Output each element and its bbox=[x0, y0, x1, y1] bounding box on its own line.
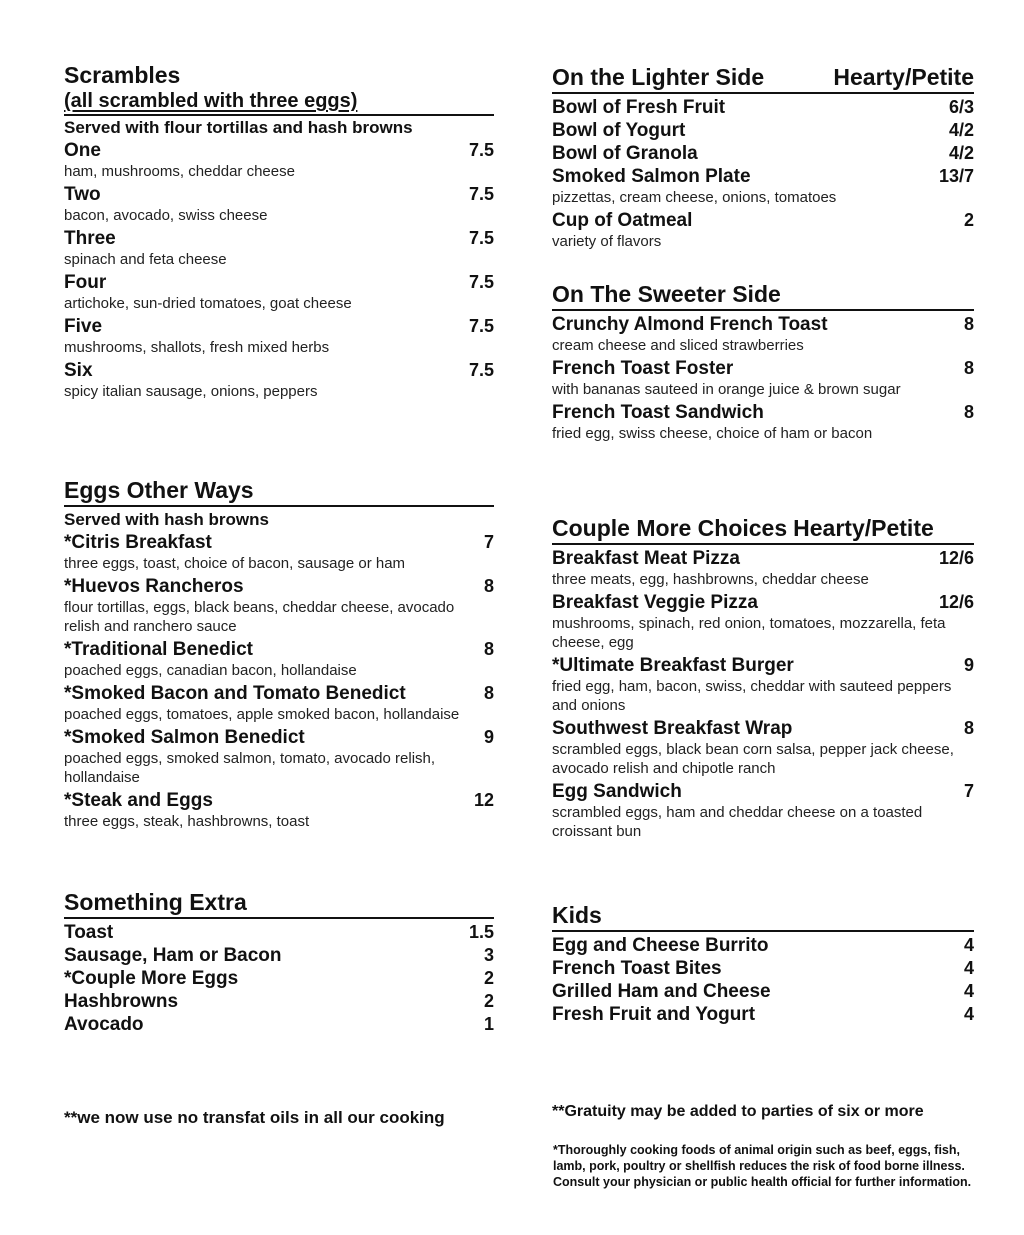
menu-item-price: 4 bbox=[963, 981, 974, 1001]
menu-item-price: 8 bbox=[483, 639, 494, 659]
menu-item bbox=[552, 357, 974, 380]
menu-item bbox=[64, 575, 494, 598]
menu-item-price: 12 bbox=[473, 790, 494, 810]
menu-item bbox=[64, 531, 494, 554]
menu-item-description: poached eggs, canadian bacon, hollandaise bbox=[64, 662, 357, 679]
menu-item-price: 3 bbox=[483, 945, 494, 965]
menu-item-price: 7.5 bbox=[468, 184, 494, 204]
menu-item-description: fried egg, swiss cheese, choice of ham or bacon bbox=[552, 425, 873, 442]
menu-item-name: *Citris Breakfast bbox=[64, 532, 212, 553]
menu-list bbox=[552, 934, 974, 1026]
menu-list bbox=[64, 921, 494, 1036]
menu-item-price: 9 bbox=[483, 727, 494, 747]
menu-item-description: three eggs, toast, choice of bacon, sausage or ham bbox=[64, 555, 406, 572]
menu-item bbox=[64, 638, 494, 661]
menu-item bbox=[552, 717, 974, 740]
menu-item-description: spicy italian sausage, onions, peppers bbox=[64, 383, 318, 400]
menu-item-price: 8 bbox=[963, 718, 974, 738]
menu-item-name: Sausage, Ham or Bacon bbox=[64, 945, 282, 966]
menu-item-price: 4 bbox=[963, 1004, 974, 1024]
menu-item-price: 6/3 bbox=[948, 97, 974, 117]
menu-item-price: 7 bbox=[963, 781, 974, 801]
menu-item bbox=[64, 944, 494, 967]
section-header bbox=[64, 889, 494, 919]
menu-item bbox=[64, 682, 494, 705]
section-lighter-side bbox=[552, 64, 974, 253]
menu-item bbox=[64, 271, 494, 294]
menu-item-name: Bowl of Yogurt bbox=[552, 120, 686, 141]
section-header bbox=[64, 477, 494, 507]
menu-item bbox=[64, 967, 494, 990]
menu-item-name: Toast bbox=[64, 922, 114, 943]
menu-item-name: *Steak and Eggs bbox=[64, 790, 213, 811]
menu-item-name: French Toast Foster bbox=[552, 358, 734, 379]
menu-item-price: 2 bbox=[483, 968, 494, 988]
menu-item-name: Avocado bbox=[64, 1014, 144, 1035]
menu-item-name: One bbox=[64, 140, 101, 161]
menu-item-price: 8 bbox=[483, 683, 494, 703]
section-kids bbox=[552, 902, 974, 1026]
menu-item bbox=[64, 726, 494, 749]
menu-item-price: 12/6 bbox=[938, 592, 974, 612]
section-header bbox=[552, 64, 974, 94]
section-couple-more-choices bbox=[552, 515, 974, 843]
menu-item-price: 4/2 bbox=[948, 143, 974, 163]
menu-item-price: 2 bbox=[483, 991, 494, 1011]
menu-item bbox=[64, 789, 494, 812]
menu-item bbox=[552, 165, 974, 188]
menu-item-price: 8 bbox=[963, 314, 974, 334]
size-label: Hearty/Petite bbox=[793, 515, 934, 541]
section-title: Eggs Other Ways bbox=[64, 477, 254, 503]
menu-item-price: 7.5 bbox=[468, 316, 494, 336]
menu-item-name: Hashbrowns bbox=[64, 991, 179, 1012]
menu-item-description: spinach and feta cheese bbox=[64, 251, 227, 268]
menu-item-name: Four bbox=[64, 272, 107, 293]
menu-item bbox=[64, 227, 494, 250]
menu-item-price: 8 bbox=[963, 402, 974, 422]
menu-item bbox=[552, 547, 974, 570]
menu-item-name: Breakfast Meat Pizza bbox=[552, 548, 740, 569]
menu-item-description: cream cheese and sliced strawberries bbox=[552, 337, 804, 354]
menu-item-price: 9 bbox=[963, 655, 974, 675]
menu-item-name: French Toast Sandwich bbox=[552, 402, 764, 423]
menu-item bbox=[552, 934, 974, 957]
menu-item bbox=[552, 209, 974, 232]
section-note: Served with flour tortillas and hash browns bbox=[64, 118, 413, 137]
menu-item-name: Smoked Salmon Plate bbox=[552, 166, 751, 187]
menu-item-name: *Huevos Rancheros bbox=[64, 576, 244, 597]
menu-item bbox=[552, 780, 974, 803]
menu-item-price: 1 bbox=[483, 1014, 494, 1034]
menu-item-price: 7.5 bbox=[468, 140, 494, 160]
menu-item-price: 13/7 bbox=[938, 166, 974, 186]
transfat-note: **we now use no transfat oils in all our cooking bbox=[64, 1108, 445, 1127]
menu-item-name: Crunchy Almond French Toast bbox=[552, 314, 828, 335]
menu-item-description: scrambled eggs, ham and cheddar cheese on a toasted croissant bun bbox=[552, 804, 923, 840]
menu-item bbox=[552, 591, 974, 614]
menu-item-name: Two bbox=[64, 184, 101, 205]
section-scrambles bbox=[64, 62, 494, 403]
menu-item bbox=[64, 921, 494, 944]
menu-item-price: 7.5 bbox=[468, 272, 494, 292]
menu-item-name: *Couple More Eggs bbox=[64, 968, 239, 989]
menu-item-price: 2 bbox=[963, 210, 974, 230]
menu-list bbox=[552, 313, 974, 443]
menu-item bbox=[64, 315, 494, 338]
section-sweeter-side bbox=[552, 281, 974, 445]
food-safety-disclaimer: *Thoroughly cooking foods of animal origin such as beef, eggs, fish, lamb, pork, poultry or shellfish reduces the risk of food borne illness. Consult your physician or public health official for further information. bbox=[553, 1143, 972, 1189]
section-header bbox=[552, 515, 974, 545]
menu-item-name: Bowl of Fresh Fruit bbox=[552, 97, 726, 118]
menu-item-name: *Traditional Benedict bbox=[64, 639, 253, 660]
menu-item-description: mushrooms, spinach, red onion, tomatoes, mozzarella, feta cheese, egg bbox=[552, 615, 946, 651]
menu-item bbox=[552, 1003, 974, 1026]
menu-item-name: *Smoked Bacon and Tomato Benedict bbox=[64, 683, 406, 704]
menu-item-price: 12/6 bbox=[938, 548, 974, 568]
menu-list bbox=[64, 531, 494, 831]
menu-item bbox=[552, 119, 974, 142]
section-note: Served with hash browns bbox=[64, 510, 269, 529]
menu-item-name: Six bbox=[64, 360, 93, 381]
menu-item-description: ham, mushrooms, cheddar cheese bbox=[64, 163, 295, 180]
menu-item-name: Bowl of Granola bbox=[552, 143, 698, 164]
menu-item-name: Egg and Cheese Burrito bbox=[552, 935, 769, 956]
section-eggs-other-ways bbox=[64, 477, 494, 833]
size-label: Hearty/Petite bbox=[833, 64, 974, 90]
menu-item-name: Cup of Oatmeal bbox=[552, 210, 693, 231]
section-title: Scrambles bbox=[64, 62, 181, 88]
menu-item-name: *Ultimate Breakfast Burger bbox=[552, 655, 794, 676]
menu-item bbox=[552, 654, 974, 677]
menu-item bbox=[552, 980, 974, 1003]
menu-item bbox=[64, 1013, 494, 1036]
menu-item-description: poached eggs, smoked salmon, tomato, avocado relish, hollandaise bbox=[64, 750, 436, 786]
menu-list bbox=[64, 139, 494, 401]
menu-item-description: artichoke, sun-dried tomatoes, goat cheese bbox=[64, 295, 352, 312]
section-title: On the Lighter Side bbox=[552, 64, 765, 90]
menu-item bbox=[64, 139, 494, 162]
menu-item-description: bacon, avocado, swiss cheese bbox=[64, 207, 268, 224]
menu-item-name: Fresh Fruit and Yogurt bbox=[552, 1004, 756, 1025]
menu-list bbox=[552, 547, 974, 841]
menu-item-price: 4 bbox=[963, 935, 974, 955]
menu-item-description: variety of flavors bbox=[552, 233, 662, 250]
menu-item-name: Three bbox=[64, 228, 116, 249]
menu-item-description: three meats, egg, hashbrowns, cheddar cheese bbox=[552, 571, 869, 588]
menu-item bbox=[552, 957, 974, 980]
menu-item-name: *Smoked Salmon Benedict bbox=[64, 727, 305, 748]
section-title: On The Sweeter Side bbox=[552, 281, 781, 307]
menu-item-price: 4/2 bbox=[948, 120, 974, 140]
menu-item-price: 7.5 bbox=[468, 228, 494, 248]
menu-item-description: poached eggs, tomatoes, apple smoked bacon, hollandaise bbox=[64, 706, 460, 723]
gratuity-note: **Gratuity may be added to parties of six or more bbox=[552, 1103, 924, 1120]
menu-item bbox=[64, 990, 494, 1013]
menu-item-name: Five bbox=[64, 316, 103, 337]
section-something-extra bbox=[64, 889, 494, 1036]
menu-item bbox=[552, 313, 974, 336]
menu-list bbox=[552, 96, 974, 251]
menu-item bbox=[552, 96, 974, 119]
section-title: Kids bbox=[552, 902, 602, 928]
menu-item-price: 4 bbox=[963, 958, 974, 978]
menu-item-name: Southwest Breakfast Wrap bbox=[552, 718, 793, 739]
section-header bbox=[552, 281, 974, 311]
section-header bbox=[552, 902, 974, 932]
menu-item-name: Breakfast Veggie Pizza bbox=[552, 592, 758, 613]
menu-item-price: 1.5 bbox=[468, 922, 494, 942]
menu-item-price: 8 bbox=[963, 358, 974, 378]
menu-item bbox=[552, 142, 974, 165]
menu-item-description: three eggs, steak, hashbrowns, toast bbox=[64, 813, 310, 830]
menu-item-description: fried egg, ham, bacon, swiss, cheddar with sauteed peppers and onions bbox=[552, 678, 952, 714]
menu-item-description: mushrooms, shallots, fresh mixed herbs bbox=[64, 339, 330, 356]
section-title: Couple More Choices bbox=[552, 515, 788, 541]
menu-item-description: scrambled eggs, black bean corn salsa, pepper jack cheese, avocado relish and chipotle ranch bbox=[552, 741, 954, 777]
menu-item-name: French Toast Bites bbox=[552, 958, 722, 979]
section-subtitle: (all scrambled with three eggs) bbox=[64, 89, 494, 116]
menu-item bbox=[552, 401, 974, 424]
menu-item-price: 7 bbox=[483, 532, 494, 552]
menu-item-name: Grilled Ham and Cheese bbox=[552, 981, 771, 1002]
menu-item-description: pizzettas, cream cheese, onions, tomatoes bbox=[552, 189, 837, 206]
menu-item-price: 8 bbox=[483, 576, 494, 596]
menu-item-description: with bananas sauteed in orange juice & brown sugar bbox=[552, 381, 901, 398]
menu-item bbox=[64, 183, 494, 206]
menu-item-description: flour tortillas, eggs, black beans, cheddar cheese, avocado relish and ranchero sauce bbox=[64, 599, 455, 635]
menu-item-price: 7.5 bbox=[468, 360, 494, 380]
menu-item bbox=[64, 359, 494, 382]
menu-item-name: Egg Sandwich bbox=[552, 781, 682, 802]
section-title: Something Extra bbox=[64, 889, 247, 915]
